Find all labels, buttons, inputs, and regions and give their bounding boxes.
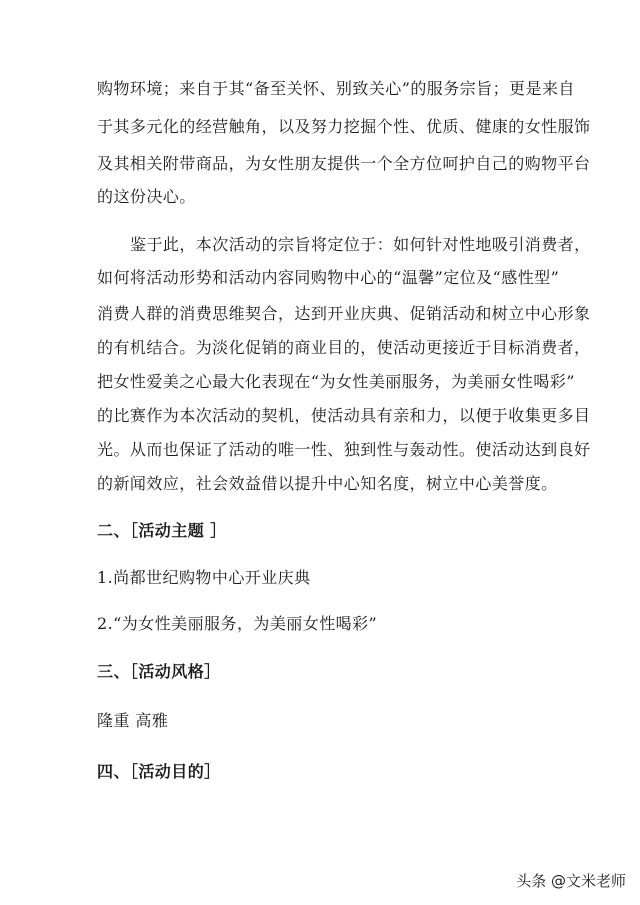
- list-item: 2.“为女性美丽服务，为美丽女性喝彩”: [97, 614, 378, 633]
- text-line: 购物环境；来自于其“备至关怀、别致关心”的服务宗旨；更是来自: [97, 79, 575, 98]
- text-line: 把女性爱美之心最大化表现在“为女性美丽服务，为美丽女性喝彩”: [97, 372, 575, 391]
- text-line: 的这份决心。: [97, 187, 196, 206]
- text-line: 的有机结合。为淡化促销的商业目的，使活动更接近于目标消费者，: [97, 338, 591, 357]
- text-line: 的比赛作为本次活动的契机，使活动具有亲和力，以便于收集更多目: [97, 406, 591, 425]
- section-heading-theme: 二、［活动主题 ］: [97, 521, 227, 540]
- text-line: 及其相关附带商品，为女性朋友提供一个全方位呵护自己的购物平台: [97, 154, 591, 173]
- text-line: 的新闻效应，社会效益借以提升中心知名度，树立中心美誉度。: [97, 474, 558, 493]
- text-line: 鉴于此，本次活动的宗旨将定位于：如何针对性地吸引消费者，: [130, 235, 591, 254]
- text-line: 如何将活动形势和活动内容同购物中心的“温馨”定位及“感性型”: [97, 268, 560, 287]
- watermark-text: 头条 @文米老师: [516, 872, 626, 890]
- section-heading-style: 三、［活动风格］: [97, 662, 221, 681]
- section-content-style: 隆重 高雅: [97, 711, 169, 730]
- list-item: 1.尚都世纪购物中心开业庆典: [97, 568, 311, 587]
- text-line: 于其多元化的经营触角，以及努力挖掘个性、优质、健康的女性服饰: [97, 117, 591, 136]
- section-heading-goal: 四、［活动目的］: [97, 762, 221, 781]
- text-line: 光。从而也保证了活动的唯一性、独到性与轰动性。使活动达到良好: [97, 440, 591, 459]
- text-line: 消费人群的消费思维契合，达到开业庆典、促销活动和树立中心形象: [97, 304, 591, 323]
